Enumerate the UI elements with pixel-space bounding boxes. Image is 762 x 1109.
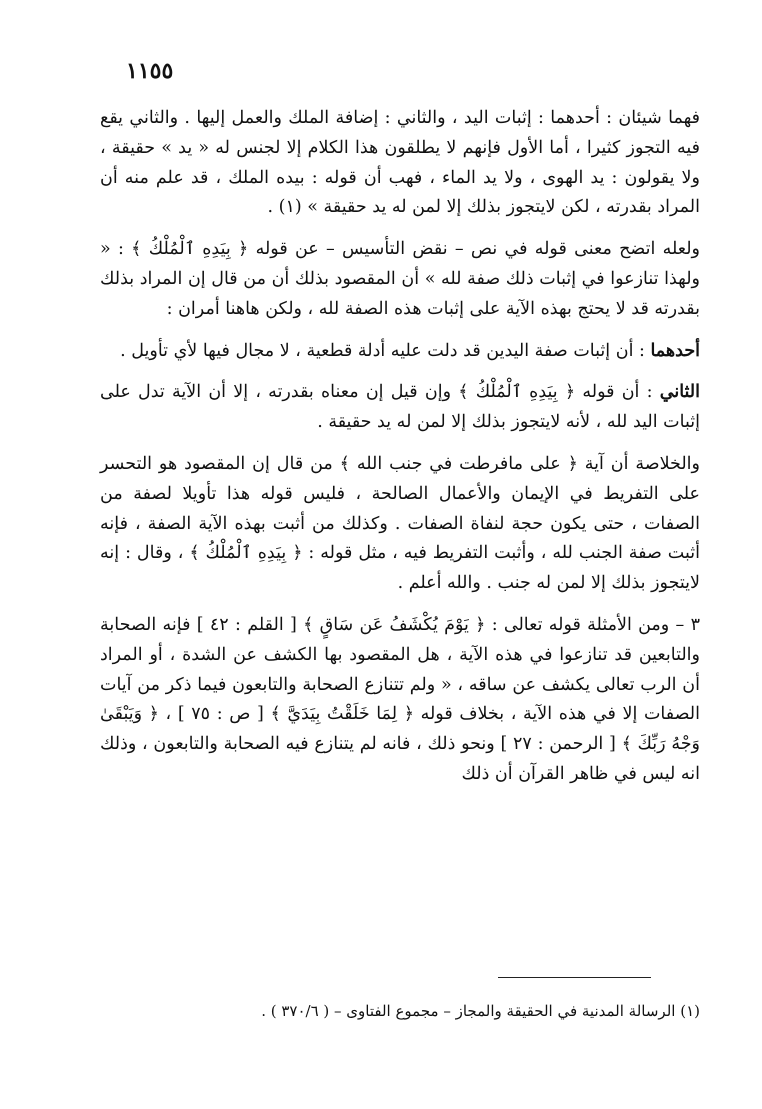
paragraph-2: [100, 235, 700, 324]
body-text: [100, 104, 700, 802]
paragraph-1: [100, 104, 700, 223]
paragraph-3: [100, 337, 700, 367]
paragraph-2-text: ولعله اتضح معنى قوله في نص – نقض التأسيس – عن قوله ﴿ بِيَدِهِ ٱلْمُلْكُ ﴾ : « ولهذا تنازعوا في إثبات ذلك صفة لله » أن المقصود بذلك أن من قال إن المراد بذلك بقدرته قد لا يحتج بهذه الآية على إثبات هذه الصفة لله ، ولكن هاهنا أمران :: [100, 239, 700, 319]
paragraph-4-lead: الثاني: [659, 382, 700, 403]
paragraph-4: [100, 378, 700, 438]
paragraph-5: [100, 450, 700, 599]
paragraph-5-text: والخلاصة أن آية ﴿ على مافرطت في جنب الله ﴾ من قال إن المقصود هو التحسر على التفريط في الإيمان والأعمال الصالحة ، فليس قوله هذا تأويلا لصفة من الصفات ، حتى يكون حجة لنفاة الصفات . وكذلك من أثبت بهذه الآية الصفة ، فإنه أثبت صفة الجنب لله ، وأثبت التفريط فيه ، مثل قوله : ﴿ بِيَدِهِ ٱلْمُلْكُ ﴾ ، وقال : إنه لايتجوز بذلك إلا لمن له جنب . والله أعلم .: [100, 453, 700, 594]
paragraph-6: [100, 611, 700, 790]
paragraph-1-text: فهما شيئان : أحدهما : إثبات اليد ، والثاني : إضافة الملك والعمل إليها . والثاني يقع فيه التجوز كثيرا ، أما الأول فإنهم لا يطلقون هذا الكلام إلا لجنس له « يد » حقيقة ، ولا يقولون : يد الهوى ، ولا يد الماء ، فهب أن قوله : بيده الملك ، قد علم منه أن المراد بقدرته ، لكن لايتجوز بذلك إلا لمن له يد حقيقة » (١) .: [100, 108, 700, 218]
paragraph-6-text: ٣ – ومن الأمثلة قوله تعالى : ﴿ يَوْمَ يُكْشَفُ عَن سَاقٍ ﴾ [ القلم : ٤٢ ] فإنه الصحابة والتابعين قد تنازعوا في هذه الآية ، هل المقصود بها الكشف عن الشدة ، أو المراد أن الرب تعالى يكشف عن ساقه ، « ولم تتنازع الصحابة والتابعون فيما ذكر من آيات الصفات إلا في هذه الآية ، بخلاف قوله ﴿ لِمَا خَلَقْتُ بِيَدَيَّ ﴾ [ ص : ٧٥ ] ، ﴿ وَيَبْقَىٰ وَجْهُ رَبِّكَ ﴾ [ الرحمن : ٢٧ ] ونحو ذلك ، فانه لم يتنازع فيه الصحابة والتابعون ، وذلك انه ليس في ظاهر القرآن أن ذلك: [100, 614, 701, 784]
paragraph-3-lead: أحدهما: [650, 340, 700, 361]
paragraph-3-text: : أن إثبات صفة اليدين قد دلت عليه أدلة قطعية ، لا مجال فيها لأي تأويل .: [120, 340, 651, 361]
page-number: ١١٥٥: [126, 58, 174, 84]
footnote: (١) الرسالة المدنية في الحقيقة والمجاز – مجموع الفتاوى – ( ٣٧٠/٦ ) .: [261, 1002, 700, 1020]
footnote-divider: [498, 977, 651, 978]
paragraph-4-text: : أن قوله ﴿ بِيَدِهِ ٱلْمُلْكُ ﴾ وإن قيل إن معناه بقدرته ، إلا أن الآية تدل على إثبات اليد لله ، لأنه لايتجوز بذلك إلا لمن له يد حقيقة .: [100, 382, 700, 433]
